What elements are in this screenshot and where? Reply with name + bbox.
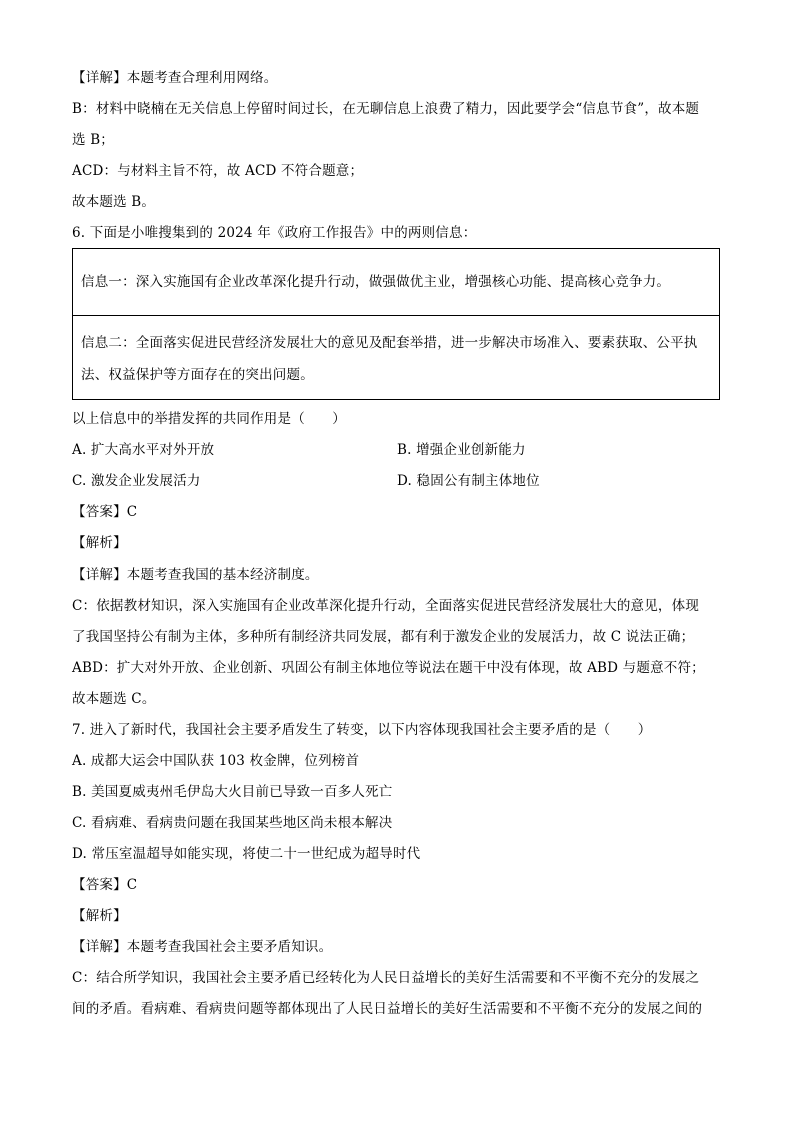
q5-explanation-b-cont: 选 B； [72, 132, 115, 148]
q6-answer: 【答案】C [72, 504, 138, 520]
q5-explanation-acd: ACD：与材料主旨不符，故 ACD 不符合题意； [72, 163, 364, 179]
q5-explanation-b: B：材料中晓楠在无关信息上停留时间过长，在无聊信息上浪费了精力，因此要学会“信息节食”，故本题 [72, 101, 700, 117]
q6-question: 以上信息中的举措发挥的共同作用是（ ） [72, 411, 346, 427]
q6-option-d: D. 稳固公有制主体地位 [397, 473, 540, 489]
q7-option-a: A. 成都大运会中国队获 103 枚金牌，位列榜首 [72, 753, 360, 769]
q6-info-two-cont: 法、权益保护等方面存在的突出问题。 [81, 367, 314, 383]
q6-explanation-c: C：依据教材知识，深入实施国有企业改革深化提升行动，全面落实促进民营经济发展壮大的意见，体现 [72, 598, 700, 614]
q7-detail-heading: 【详解】本题考查我国社会主要矛盾知识。 [72, 939, 333, 955]
q7-option-d: D. 常压室温超导如能实现，将使二十一世纪成为超导时代 [72, 846, 421, 862]
q5-conclusion: 故本题选 B。 [72, 194, 156, 210]
q6-info-one: 信息一：深入实施国有企业改革深化提升行动，做强做优主业，增强核心功能、提高核心竞争力。 [81, 274, 671, 290]
q6-option-a: A. 扩大高水平对外开放 [72, 442, 215, 458]
q6-info-divider [73, 315, 719, 316]
q7-explanation-c: C：结合所学知识，我国社会主要矛盾已经转化为人民日益增长的美好生活需要和不平衡不充分的发展之 [72, 970, 700, 986]
q7-explanation-c-cont: 间的矛盾。看病难、看病贵问题等都体现出了人民日益增长的美好生活需要和不平衡不充分的发展之间的 [72, 1001, 703, 1017]
q6-options-row-2 [72, 471, 722, 491]
q6-detail-heading: 【详解】本题考查我国的基本经济制度。 [72, 567, 319, 583]
q6-stem: 6. 下面是小唯搜集到的 2024 年《政府工作报告》中的两则信息： [72, 225, 477, 241]
q6-conclusion: 故本题选 C。 [72, 691, 156, 707]
q7-answer: 【答案】C [72, 877, 138, 893]
q7-option-b: B. 美国夏威夷州毛伊岛大火目前已导致一百多人死亡 [72, 784, 393, 800]
q7-stem: 7. 进入了新时代，我国社会主要矛盾发生了转变，以下内容体现我国社会主要矛盾的是（ ） [72, 722, 652, 738]
q7-option-c: C. 看病难、看病贵问题在我国某些地区尚未根本解决 [72, 815, 393, 831]
q6-options-row-1 [72, 440, 722, 460]
q7-analysis-heading: 【解析】 [72, 908, 127, 924]
q6-info-box [72, 248, 720, 400]
q6-option-b: B. 增强企业创新能力 [397, 442, 526, 458]
q5-detail-heading: 【详解】本题考查合理利用网络。 [72, 70, 278, 86]
q6-option-c: C. 激发企业发展活力 [72, 473, 201, 489]
q6-explanation-abd: ABD：扩大对外开放、企业创新、巩固公有制主体地位等说法在题干中没有体现，故 ABD 与题意不符； [72, 660, 705, 676]
q6-explanation-c-cont: 了我国坚持公有制为主体，多种所有制经济共同发展，都有利于激发企业的发展活力，故 C 说法正确； [72, 629, 695, 645]
q6-info-two: 信息二：全面落实促进民营经济发展壮大的意见及配套举措，进一步解决市场准入、要素获取、公平执 [81, 335, 698, 351]
q6-analysis-heading: 【解析】 [72, 535, 127, 551]
